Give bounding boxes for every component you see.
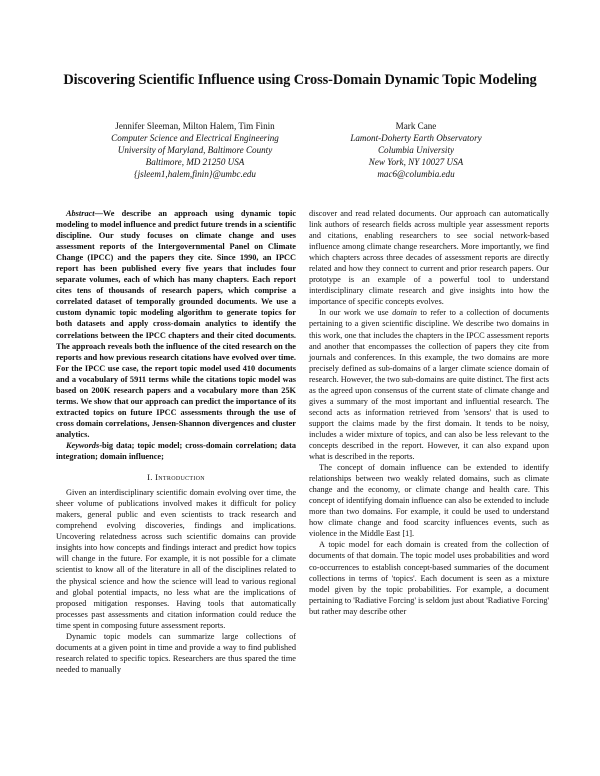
author-university: Columbia University [377,145,455,155]
paper-title: Discovering Scientific Influence using Cross-Domain Dynamic Topic Modeling [63,72,537,88]
section-number: I. [147,472,153,483]
emphasized-term: domain [392,308,417,318]
body-paragraph: The concept of domain influence can be extended to identify relationships between two weakly related domains, such as climate change and the economy, or climate change and health care. This concept of identifying domain influence can also be extended to include more than two domains. For example, it could be used to understand how climate change and food scarcity influences events, such as violence in the Middle East [1]. [309,463,549,539]
paragraph-text: In our work we use [319,308,393,318]
author-names: Jennifer Sleeman, Milton Halem, Tim Finin [115,121,275,131]
right-column [309,208,549,617]
author-names: Mark Cane [395,121,437,131]
abstract-text: —We describe an approach using dynamic topic modeling to model influence and predict future trends in a scientific discipline. Our study focuses on climate change and uses assessment reports of the Intergovernmental Panel on Climate Change (IPCC) and the papers they cite. Since 1990, an IPCC report has been published every five years that includes four separate volumes, each of which has many chapters. Each report cites tens of thousands of research papers, which comprise a correlated dataset of temporally grounded documents. We use a custom dynamic topic modeling algorithm to generate topics for both datasets and apply cross-domain analytics to identify the correlations between the IPCC chapters and their cited documents. The approach reveals both the influence of the cited research on the reports and how previous research citations have evolved over time. For the IPCC use case, the report topic model used 410 documents and a vocabulary of 5911 terms while the citations topic model was based on 200K research papers and a vocabulary more than 25K terms. We show that our approach can predict the importance of its extracted topics on future IPCC assessments through the use of cross domain correlations, Jensen-Shannon divergences and cluster analytics. [56,209,296,439]
author-department: Lamont-Doherty Earth Observatory [350,133,482,143]
author-city: Baltimore, MD 21250 USA [145,157,245,167]
author-block-left [80,120,310,180]
paragraph-text: to refer to a collection of documents pertaining to a given scientific discipline. We describe two domains in this work, one that includes the chapters in the IPCC assessment reports and another that encompasses the collection of papers they cite from journals and conferences. In this example, the two domains are more precisely defined as sub-domains of a larger climate science domain of research. However, the two sub-domains are quite distinct. The first acts as the agreed upon consensus of the current state of climate change and gives a summary of the most important and influential research. The second acts as information retrieved from 'sensors' that is used to support the claims made by the first domain. It tends to be noisy, includes a wider mixture of topics, and can also be less relevant to the concepts described in the report. However, it can also expand upon what is described in the reports. [309,308,549,462]
body-paragraph [309,307,549,462]
body-paragraph: Dynamic topic models can summarize large collections of documents at a given point in time and provide a way to find published research related to specific topics. Researchers are thus spared the time needed to manually [56,631,296,674]
section-heading [56,472,296,483]
author-block-right [336,120,496,180]
abstract-lead: Abstract [66,209,95,218]
author-department: Computer Science and Electrical Engineering [111,133,279,143]
body-paragraph: Given an interdisciplinary scientific domain evolving over time, the sheer volume of publications involved makes it difficult for policy makers, general public and even scientists to track research and comprehend evolving discoveries, findings and implications. Uncovering relatedness across such scientific domains can provide insights into how concepts and findings interact and predict how topics will change in the future. For example, it is not possible for a climate scientist to know all of the literature in all of the disciplines related to the physical science and how the science will lead to various regional and global potential impacts, no less what are the implications of proposed mitigation responses. Having tools that automatically processes past assessments and citation information could reduce the time spent in composing future assessment reports. [56,488,296,630]
left-column [56,208,296,675]
author-university: University of Maryland, Baltimore County [117,145,273,155]
author-email: {jsleem1,halem,finin}@umbc.edu [134,169,256,179]
body-paragraph: discover and read related documents. Our approach can automatically link authors of research fields across multiple year assessment reports and citations, enabling researchers to see social network-based influence among climate change researchers. More importantly, we find which chapters across three decades of assessment reports are directly related and how they connect to current and prior research papers. Our prototype is an example of a powerful tool to understand interdisciplinary climate research and give insights into how the importance of specific concepts evolves. [309,209,549,307]
abstract [56,208,296,440]
keywords-text: -big data; topic model; cross-domain correlation; data integration; domain influence; [56,440,296,462]
keywords [56,440,296,462]
body-paragraph: A topic model for each domain is created from the collection of documents of that domain. The topic model uses probabilities and word co-occurrences to establish concept-based summaries of the document collections in terms of 'topics'. Each document is seen as a mixture model given by the topic probabilities. For example, a document pertaining to 'Radiative Forcing' is seldom just about 'Radiative Forcing' but rather may describe other [309,540,549,616]
author-email: mac6@columbia.edu [377,169,455,179]
keywords-lead: Keywords [66,440,100,450]
section-title: Introduction [155,472,205,483]
author-city: New York, NY 10027 USA [368,157,464,167]
